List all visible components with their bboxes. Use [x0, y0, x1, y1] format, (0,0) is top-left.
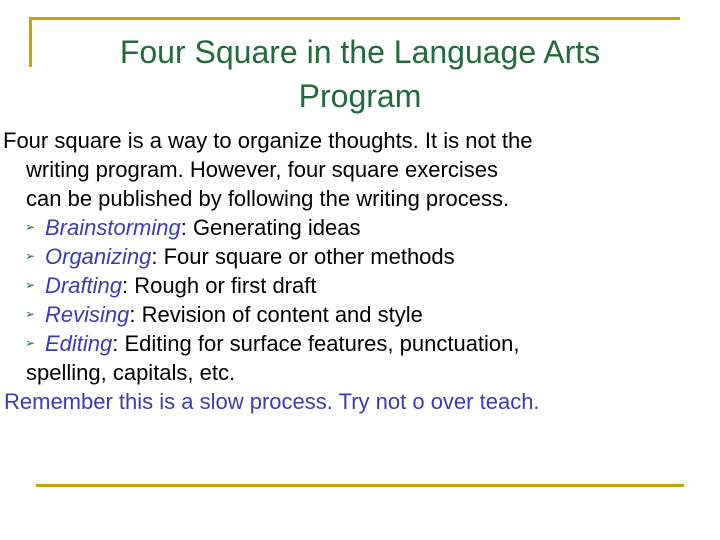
bullet-text: : Editing for surface features, punctuation,	[112, 331, 520, 356]
slide-body	[0, 126, 720, 416]
intro-line-1: Four square is a way to organize thoughts. It is not the	[3, 128, 533, 153]
arrowhead-bullet-icon: ➢	[25, 307, 36, 321]
intro-line-2: writing program. However, four square exercises	[26, 157, 498, 182]
bullet-text: : Generating ideas	[180, 215, 361, 240]
bullet-item	[0, 300, 720, 329]
bullet-term: Organizing	[45, 244, 152, 269]
bullet-item	[0, 329, 720, 358]
bottom-accent-rule	[36, 484, 684, 487]
title-line-1: Four Square in the Language Arts	[119, 34, 601, 70]
arrowhead-bullet-icon: ➢	[25, 336, 36, 350]
bullet-continuation: spelling, capitals, etc.	[26, 360, 236, 385]
arrowhead-bullet-icon: ➢	[25, 220, 36, 234]
bullet-term: Editing	[45, 331, 113, 356]
bullet-item	[0, 242, 720, 271]
bullet-text: : Revision of content and style	[129, 302, 423, 327]
arrowhead-bullet-icon: ➢	[25, 278, 36, 292]
title-line-2: Program	[298, 78, 422, 114]
bullet-term: Brainstorming	[45, 215, 181, 240]
bullet-text: : Four square or other methods	[151, 244, 455, 269]
bullet-item	[0, 271, 720, 300]
bullet-item	[0, 213, 720, 242]
arrowhead-bullet-icon: ➢	[25, 249, 36, 263]
top-accent-rule	[29, 17, 680, 20]
intro-line-3: can be published by following the writing process.	[26, 186, 510, 211]
bullet-text: : Rough or first draft	[122, 273, 317, 298]
slide-title	[0, 30, 720, 118]
bullet-term: Revising	[45, 302, 130, 327]
closing-remark: Remember this is a slow process. Try not o over teach.	[4, 389, 540, 414]
bullet-term: Drafting	[45, 273, 123, 298]
